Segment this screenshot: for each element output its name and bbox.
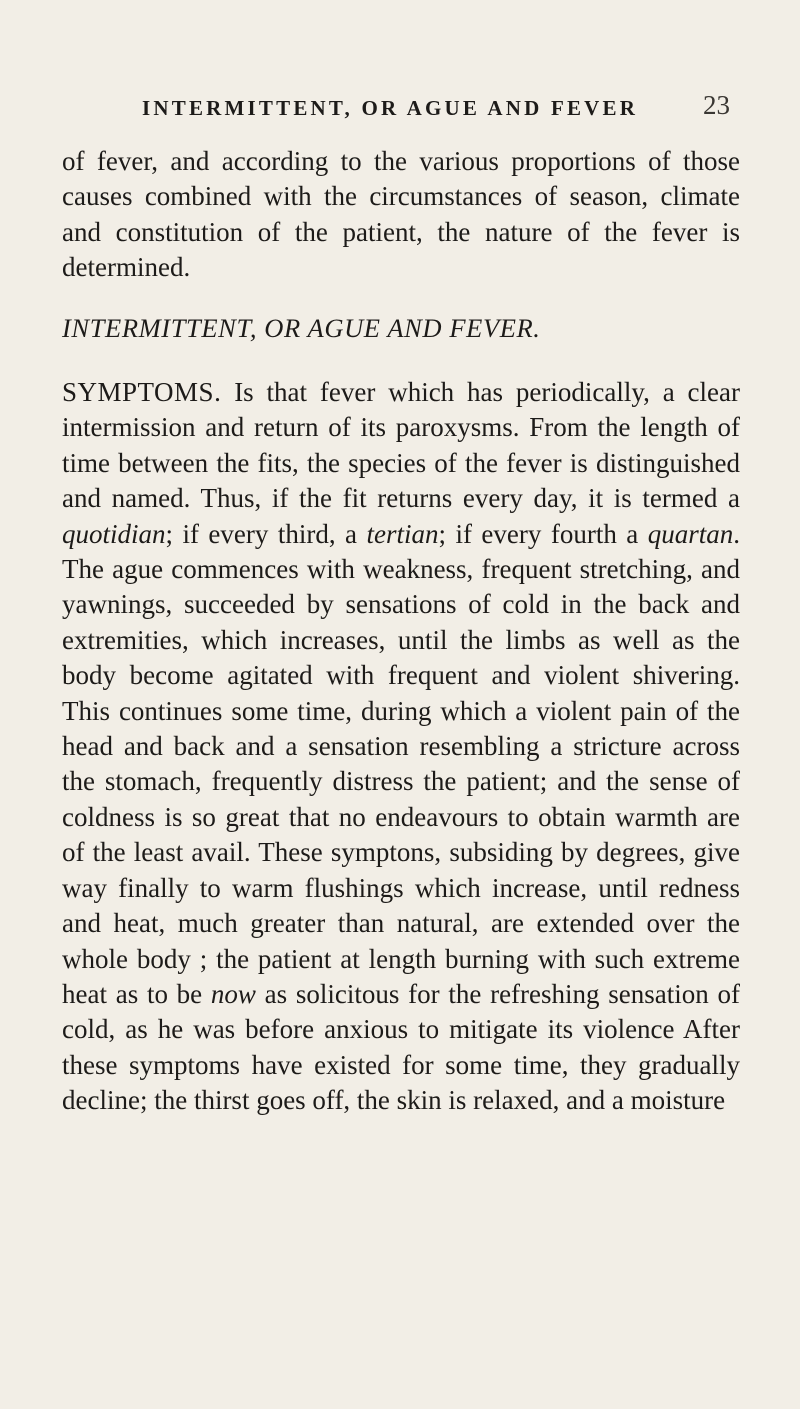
symptoms-text-1: Is that fever which has periodically, a clear intermission and return of its paroxysms. From the length of time between the fits, the species of the fever is distinguished and named. Thus, if the fit returns every day, it is termed a [62,377,740,514]
symptoms-text-2: ; if every third, a [165,518,367,549]
running-head [142,90,730,126]
running-title: INTERMITTENT, OR AGUE AND FEVER [142,96,639,120]
term-tertian: tertian [366,518,439,549]
symptoms-paragraph [62,375,740,1119]
term-now: now [210,978,256,1009]
term-quotidian: quotidian [62,518,166,549]
section-heading: INTERMITTENT, OR AGUE AND FEVER. [62,313,541,343]
paragraph-text: of fever, and according to the various proportions of those causes combined with the circumstances of season, climate and constitution of the patient, the nature of the fever is determined. [62,146,740,283]
page-number: 23 [703,90,730,120]
symptoms-text-5: as solicitous for the refreshing sensation of cold, as he was before anxious to mitigate its violence After these symptoms have existed for some time, they gradually decline; the thirst goes off, the skin is relaxed, and a moisture [62,978,740,1116]
opening-paragraph [62,144,740,286]
symptoms-text-4: . The ague commences with weakness, frequent stretching, and yawnings, succeeded by sensations of cold in the back and extremities, which increases, until the limbs as well as the body become agitated with frequent and violent shivering. This continues some time, during which a violent pain of the head and back and a sensation resembling a stricture across the stomach, frequently distress the patient; and the sense of coldness is so great that no endeavours to obtain warmth are of the least avail. These symptons, subsiding by degrees, give way finally to warm flushings which increase, until redness and heat, much greater than natural, are extended over the whole body ; the patient at length burning with such extreme heat as to be [62,518,741,1009]
symptoms-label: SYMPTOMS. [62,377,222,407]
term-quartan: quartan [647,518,734,549]
symptoms-text-3: ; if every fourth a [438,518,648,549]
